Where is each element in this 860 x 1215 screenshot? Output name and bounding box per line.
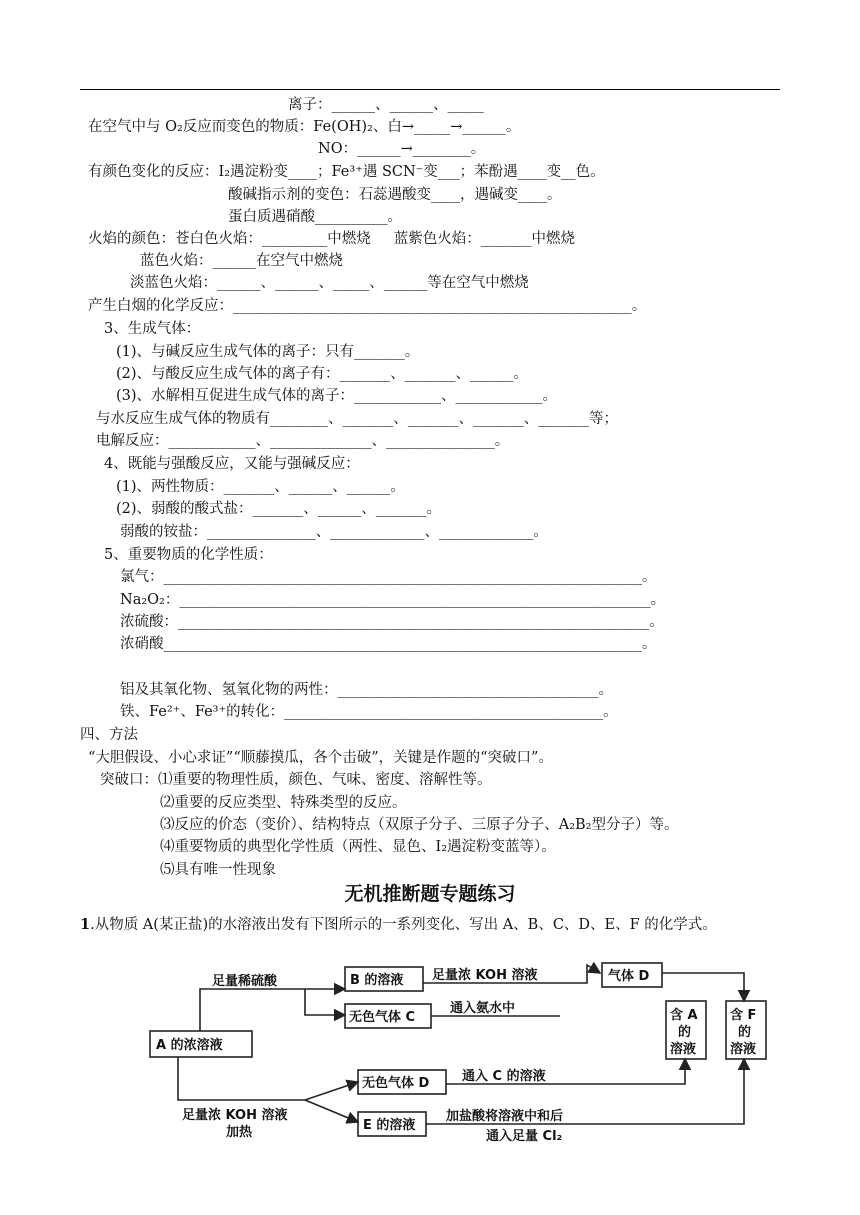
text-line: 火焰的颜色：苍白色火焰：_________中燃烧 蓝紫色火焰：_______中燃烧: [88, 231, 576, 247]
text-line: NO：______→________。: [318, 141, 486, 157]
text-line: 产生白烟的化学反应：_______________________________________________________。: [88, 298, 647, 314]
text-line: 有颜色变化的反应：I₂遇淀粉变____；Fe³⁺遇 SCN⁻变___；苯酚遇____变__色。: [88, 164, 605, 180]
label-e: E 的溶液: [363, 1118, 416, 1133]
text-line: 弱酸的铵盐：_______________、_____________、_____________。: [120, 524, 548, 540]
edge-a-to-e: [305, 1100, 358, 1122]
label-gas-d: 气体 D: [608, 969, 650, 984]
text-line: 电解反应：____________、______________、_______________。: [96, 433, 510, 449]
label-a: A 的浓溶液: [156, 1038, 223, 1053]
label-edge-bottom-2: 加热: [226, 1125, 253, 1140]
text-line: (3)、水解相互促进生成气体的离子：____________、____________。: [116, 388, 558, 404]
text-line: ⑶反应的价态（变价）、结构特点（双原子分子、三原子分子、A₂B₂型分子）等。: [160, 817, 679, 833]
text-line: 蓝色火焰：______在空气中燃烧: [140, 253, 343, 269]
text-line: 铁、Fe²⁺、Fe³⁺的转化：____________________________________________。: [120, 704, 618, 720]
text-line: (2)、弱酸的酸式盐：_______、______、_______。: [116, 501, 442, 517]
text-line: 蛋白质遇硝酸__________。: [228, 209, 402, 225]
label-edge-top: 足量稀硫酸: [212, 974, 278, 989]
text-line: 离子：______、______、_____: [288, 97, 484, 113]
label-edge-b-d: 足量浓 KOH 溶液: [432, 968, 538, 983]
text-line: 突破口：⑴重要的物理性质，颜色、气味、密度、溶解性等。: [100, 772, 492, 788]
text-line: 浓硫酸：_________________________________________________________________。: [120, 614, 664, 630]
header-rule: [80, 89, 780, 90]
label-d-mid: 无色气体 D: [362, 1076, 430, 1091]
label-edge-c: 通入氨水中: [450, 1001, 516, 1016]
label-c: 无色气体 C: [349, 1010, 416, 1025]
label-solution-f-2: 的: [738, 1025, 752, 1040]
page-title: 无机推断题专题练习: [344, 883, 516, 905]
edge-a-to-d: [178, 1057, 358, 1100]
label-solution-a-3: 溶液: [670, 1042, 697, 1057]
question-1: [80, 913, 780, 937]
text-line: 5、重要物质的化学性质：: [104, 547, 273, 563]
text-line: ⑷重要物质的典型化学性质（两性、显色、I₂遇淀粉变蓝等）。: [160, 839, 556, 855]
label-b: B 的溶液: [350, 973, 404, 988]
text-line: Na₂O₂：_________________________________________________________________。: [120, 592, 666, 608]
text-line: 4、既能与强酸反应，又能与强碱反应：: [104, 456, 360, 472]
question-number: 1: [80, 916, 91, 933]
label-solution-a-1: 含 A: [670, 1008, 698, 1023]
label-solution-f-3: 溶液: [730, 1042, 757, 1057]
text-line: 在空气中与 O₂反应而变色的物质：Fe(OH)₂、白→_____→______。: [88, 119, 521, 135]
text-line: 3、生成气体：: [104, 321, 201, 337]
label-edge-e-2: 通入足量 Cl₂: [486, 1129, 563, 1144]
label-solution-a-2: 的: [678, 1025, 692, 1040]
label-solution-f-1: 含 F: [730, 1008, 757, 1023]
text-line: (1)、两性物质：_______、______、______。: [116, 479, 405, 495]
text-line: 浓硝酸__________________________________________________________________。: [120, 636, 657, 652]
edge-a-to-b: [200, 989, 345, 1031]
text-line: ⑸具有唯一性现象: [160, 862, 276, 878]
text-line: 淡蓝色火焰：______、______、_____、______等在空气中燃烧: [130, 275, 529, 291]
reaction-flow-diagram: [140, 955, 780, 1145]
label-edge-bottom-1: 足量浓 KOH 溶液: [182, 1108, 288, 1123]
label-edge-e-1: 加盐酸将溶液中和后: [446, 1109, 564, 1124]
text-line: (2)、与酸反应生成气体的离子有：_______、_______、______。: [116, 366, 529, 382]
label-edge-d-c: 通入 C 的溶液: [462, 1069, 546, 1084]
text-line: “大胆假设、小心求证”“顺藤摸瓜，各个击破”，关键是作题的“突破口”。: [88, 750, 553, 766]
edge-gas-d-to-f: [662, 973, 744, 1001]
question-text: .从物质 A(某正盐)的水溶液出发有下图所示的一系列变化、写出 A、B、C、D、E、F 的化学式。: [90, 917, 717, 933]
text-line: 铝及其氧化物、氢氧化物的两性：____________________________________。: [120, 682, 613, 698]
text-line: ⑵重要的反应类型、特殊类型的反应。: [160, 795, 407, 811]
text-line: 与水反应生成气体的物质有________、_______、_______、_______、_______等；: [96, 411, 618, 427]
text-line: (1)、与碱反应生成气体的离子：只有_______。: [116, 344, 420, 360]
edge-a-to-c: [305, 989, 345, 1015]
text-line: 氯气：__________________________________________________________________。: [120, 569, 657, 585]
section-heading: 四、方法: [80, 727, 138, 743]
text-line: 酸碱指示剂的变色：石蕊遇酸变____，遇碱变____。: [228, 187, 562, 203]
